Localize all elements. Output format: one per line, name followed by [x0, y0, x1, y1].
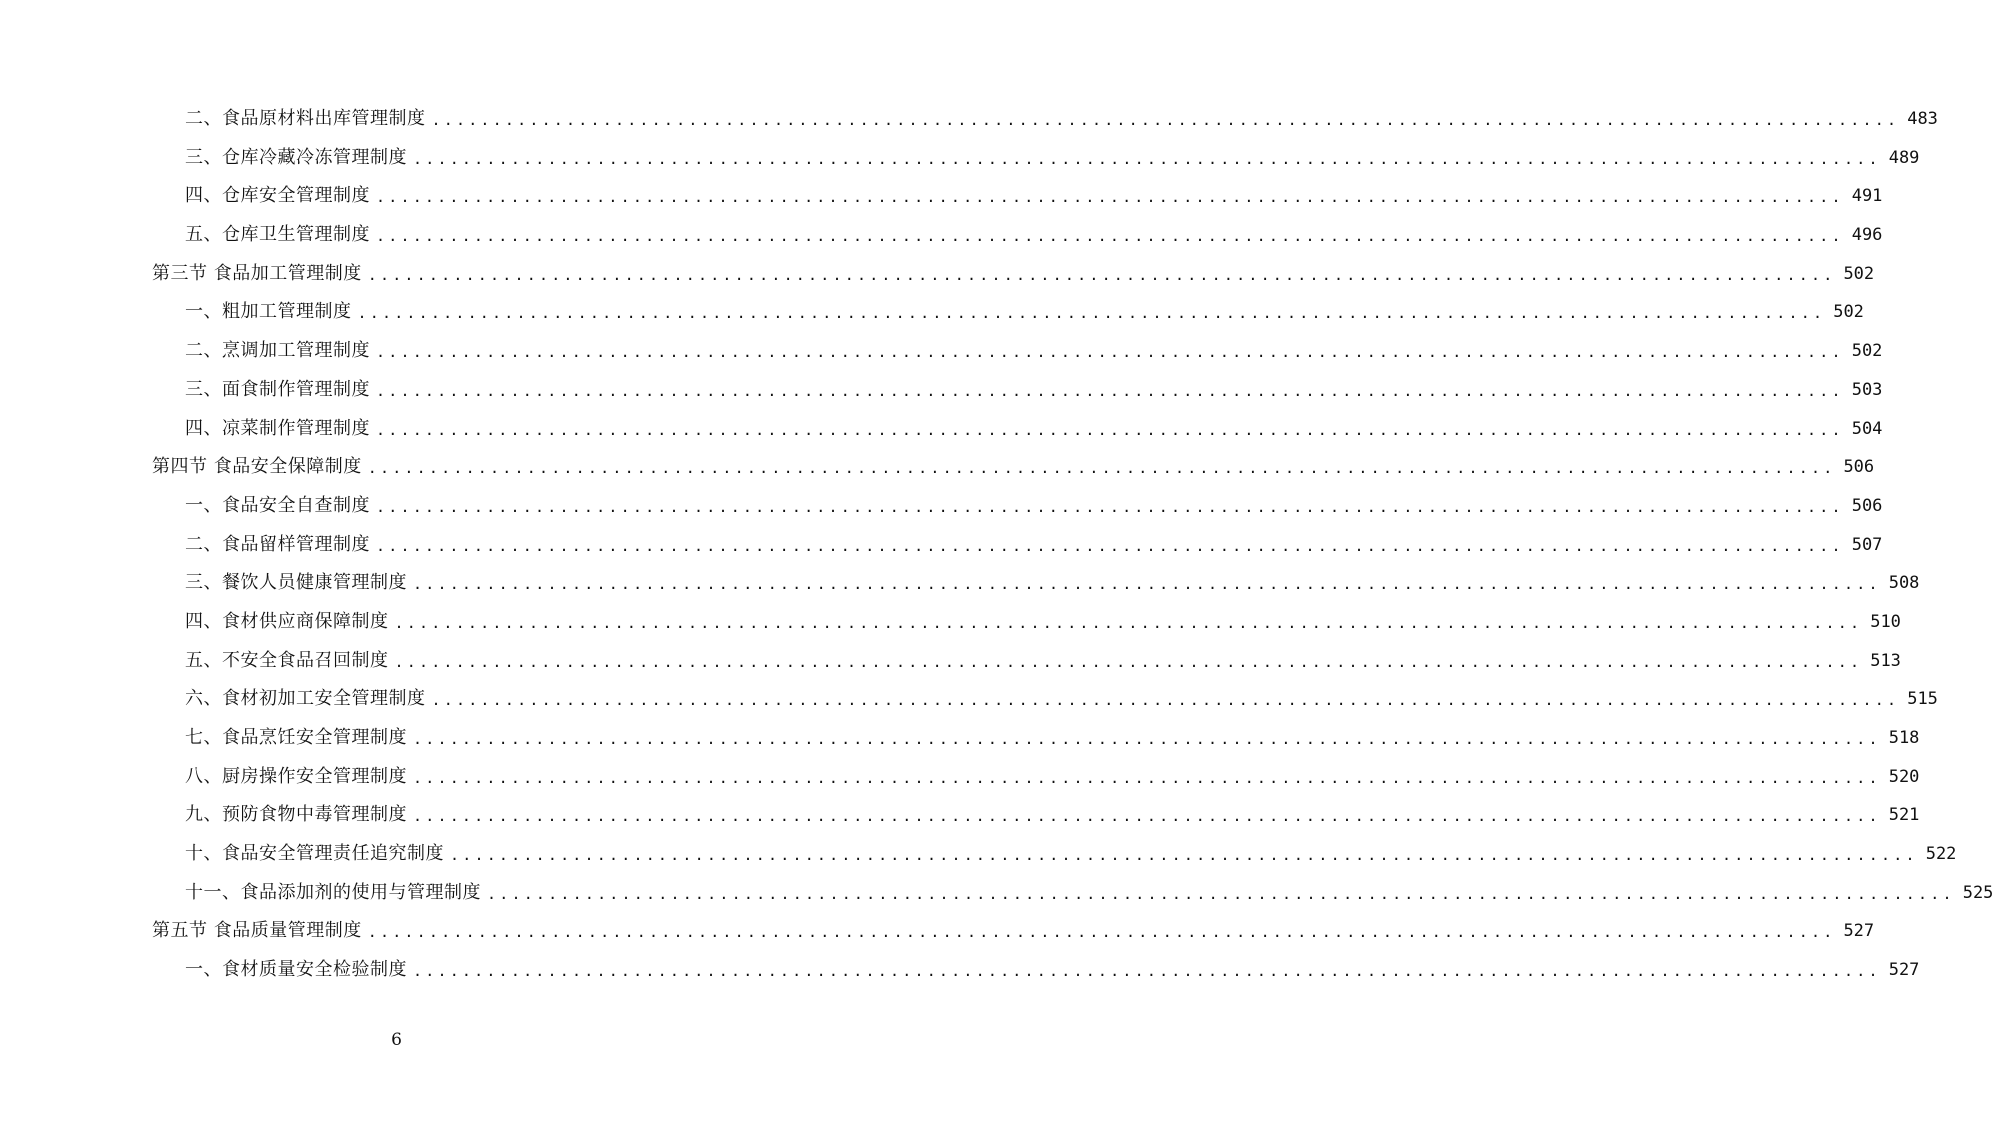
toc-dot-leader: ........................................................................................................................ — [376, 188, 1844, 207]
toc-entry-page: 502 — [1833, 302, 1864, 323]
toc-dot-leader: ........................................................................................................................ — [367, 459, 1836, 478]
toc-entry-title: 十、食品安全管理责任追究制度 — [185, 843, 444, 865]
toc-entry-title: 八、厨房操作安全管理制度 — [185, 765, 407, 787]
toc-entry-title: 七、食品烹饪安全管理制度 — [185, 727, 407, 748]
toc-entry-page: 491 — [1851, 186, 1883, 207]
toc-entry-page: 520 — [1888, 766, 1920, 787]
toc-entry[interactable] — [0, 951, 1920, 990]
toc-entry[interactable] — [0, 564, 1920, 603]
toc-entry-page: 527 — [1843, 921, 1875, 942]
toc-dot-leader: ........................................................................................................................ — [376, 420, 1844, 439]
toc-entry-page: 502 — [1851, 341, 1883, 362]
toc-entry-page: 521 — [1888, 805, 1920, 826]
toc-entry-page: 503 — [1851, 379, 1883, 400]
toc-entry-title: 五、仓库卫生管理制度 — [185, 224, 370, 246]
page-number: 6 — [391, 1030, 402, 1050]
toc-dot-leader: ........................................................................................................................ — [431, 691, 1900, 710]
toc-dot-leader: ........................................................................................................................ — [413, 730, 1881, 748]
toc-entry[interactable] — [0, 680, 1938, 719]
toc-entry[interactable] — [0, 487, 1883, 526]
toc-entry-title: 一、粗加工管理制度 — [185, 301, 352, 323]
toc-entry-title: 四、凉菜制作管理制度 — [185, 417, 370, 439]
toc-entry-page: 518 — [1888, 728, 1920, 748]
toc-entry-page: 483 — [1907, 109, 1938, 129]
toc-entry[interactable] — [0, 216, 1883, 255]
toc-entry-title: 三、仓库冷藏冷冻管理制度 — [185, 146, 407, 168]
toc-entry[interactable] — [0, 526, 1883, 565]
toc-entry-page: 496 — [1851, 225, 1883, 246]
toc-dot-leader: ........................................................................................................................ — [367, 923, 1836, 942]
toc-entry-page: 513 — [1870, 650, 1901, 671]
toc-entry[interactable] — [0, 874, 1993, 913]
toc-entry-title: 六、食材初加工安全管理制度 — [185, 688, 426, 710]
toc-dot-leader: ........................................................................................................................ — [394, 613, 1863, 632]
toc-entry-title: 二、烹调加工管理制度 — [185, 340, 370, 362]
toc-entry-page: 506 — [1843, 457, 1875, 478]
toc-entry-page: 522 — [1925, 844, 1957, 865]
toc-entry-page: 489 — [1888, 147, 1920, 168]
toc-dot-leader: ........................................................................................................................ — [450, 846, 1918, 865]
toc-entry[interactable] — [0, 139, 1920, 178]
toc-entry[interactable] — [0, 332, 1883, 371]
toc-entry-page: 525 — [1962, 882, 1993, 903]
toc-entry-title: 一、食材质量安全检验制度 — [185, 959, 407, 981]
toc-dot-leader: ........................................................................................................................ — [413, 768, 1881, 787]
toc-entry[interactable] — [0, 719, 1920, 758]
toc-section-entry[interactable] — [0, 255, 1875, 294]
toc-entry-page: 515 — [1907, 689, 1938, 710]
toc-entry-title: 一、食品安全自查制度 — [185, 494, 370, 516]
toc-entry-page: 506 — [1851, 495, 1883, 516]
toc-entry-title: 九、预防食物中毒管理制度 — [185, 804, 407, 826]
toc-entry[interactable] — [0, 603, 1901, 642]
toc-entry[interactable] — [0, 410, 1883, 449]
toc-entry-page: 502 — [1843, 263, 1875, 284]
toc-dot-leader: ........................................................................................................................ — [376, 227, 1844, 246]
toc-entry-page: 507 — [1851, 534, 1883, 555]
table-of-contents — [0, 100, 1993, 990]
toc-dot-leader: ........................................................................................................................ — [413, 962, 1881, 981]
toc-dot-leader: ........................................................................................................................ — [357, 304, 1826, 323]
toc-entry-page: 527 — [1888, 960, 1920, 981]
toc-entry-page: 510 — [1870, 611, 1901, 632]
toc-entry[interactable] — [0, 642, 1901, 681]
toc-dot-leader: ........................................................................................................................ — [394, 652, 1863, 671]
toc-entry-page: 504 — [1851, 418, 1883, 439]
toc-entry[interactable] — [0, 796, 1920, 835]
toc-dot-leader: ........................................................................................................................ — [376, 536, 1844, 555]
toc-entry-title: 第三节 食品加工管理制度 — [152, 262, 362, 284]
toc-entry-title: 第五节 食品质量管理制度 — [152, 920, 362, 942]
toc-entry-title: 第四节 食品安全保障制度 — [152, 456, 362, 478]
toc-entry-page: 508 — [1888, 573, 1920, 594]
toc-dot-leader: ........................................................................................................................ — [487, 884, 1955, 903]
toc-dot-leader: ........................................................................................................................ — [413, 149, 1881, 168]
toc-entry[interactable] — [0, 100, 1938, 139]
toc-entry-title: 三、餐饮人员健康管理制度 — [185, 572, 407, 594]
toc-entry-title: 五、不安全食品召回制度 — [185, 649, 389, 671]
toc-entry-title: 四、食材供应商保障制度 — [185, 610, 389, 632]
toc-dot-leader: ........................................................................................................................ — [376, 381, 1844, 400]
toc-entry-title: 二、食品留样管理制度 — [185, 533, 370, 555]
toc-dot-leader: ........................................................................................................................ — [376, 343, 1844, 362]
toc-entry-title: 四、仓库安全管理制度 — [185, 185, 370, 207]
toc-entry-title: 二、食品原材料出库管理制度 — [185, 108, 426, 129]
toc-entry[interactable] — [0, 835, 1957, 874]
toc-entry[interactable] — [0, 758, 1920, 797]
toc-dot-leader: ........................................................................................................................ — [367, 265, 1836, 284]
toc-section-entry[interactable] — [0, 912, 1875, 951]
toc-section-entry[interactable] — [0, 448, 1875, 487]
toc-dot-leader: ........................................................................................................................ — [413, 807, 1881, 826]
toc-entry-title: 十一、食品添加剂的使用与管理制度 — [185, 881, 481, 903]
toc-dot-leader: ........................................................................................................................ — [431, 111, 1900, 129]
toc-dot-leader: ........................................................................................................................ — [413, 575, 1881, 594]
toc-entry[interactable] — [0, 177, 1883, 216]
toc-entry-title: 三、面食制作管理制度 — [185, 378, 370, 400]
toc-entry[interactable] — [0, 371, 1883, 410]
toc-entry[interactable] — [0, 293, 1864, 332]
toc-dot-leader: ........................................................................................................................ — [376, 497, 1844, 516]
